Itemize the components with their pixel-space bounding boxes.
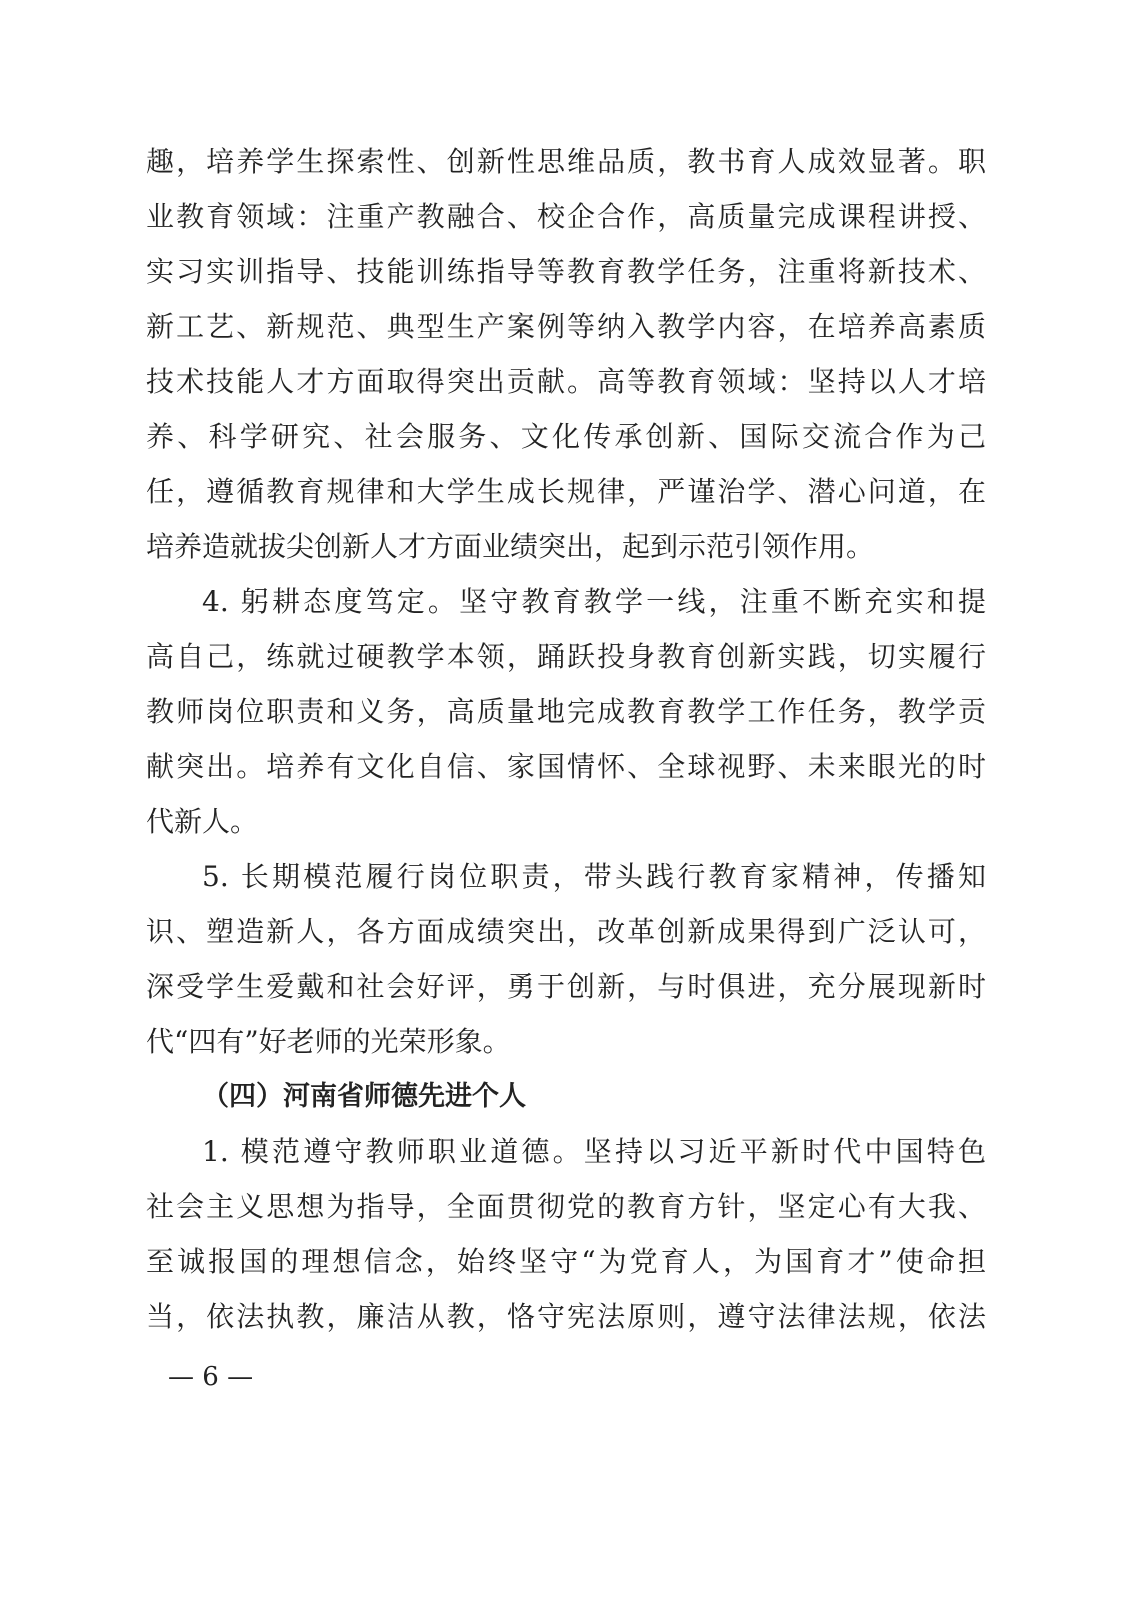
text-line: 当，依法执教，廉洁从教，恪守宪法原则，遵守法律法规，依法	[146, 1300, 986, 1333]
text-line: 深受学生爱戴和社会好评，勇于创新，与时俱进，充分展现新时	[146, 970, 986, 1003]
text-line: 实习实训指导、技能训练指导等教育教学任务，注重将新技术、	[146, 255, 986, 288]
text-line: 高自己，练就过硬教学本领，踊跃投身教育创新实践，切实履行	[146, 640, 986, 673]
body-text	[146, 134, 986, 1344]
text-line: 代新人。	[146, 805, 259, 838]
item-4-start: 4. 躬耕态度笃定。坚守教育教学一线，注重不断充实和提	[202, 585, 986, 618]
section-heading: （四）河南省师德先进个人	[202, 1081, 526, 1112]
text-line: 业教育领域：注重产教融合、校企合作，高质量完成课程讲授、	[146, 200, 986, 233]
page-number: — 6 —	[168, 1362, 254, 1392]
text-line: 教师岗位职责和义务，高质量地完成教育教学工作任务，教学贡	[146, 695, 986, 728]
text-line: 任，遵循教育规律和大学生成长规律，严谨治学、潜心问道，在	[146, 475, 986, 508]
text-line: 养、科学研究、社会服务、文化传承创新、国际交流合作为己	[146, 420, 986, 453]
item-1-start: 1. 模范遵守教师职业道德。坚持以习近平新时代中国特色	[202, 1135, 986, 1168]
text-line: 识、塑造新人，各方面成绩突出，改革创新成果得到广泛认可，	[146, 915, 986, 948]
text-line: 趣，培养学生探索性、创新性思维品质，教书育人成效显著。职	[146, 145, 986, 178]
text-line: 新工艺、新规范、典型生产案例等纳入教学内容，在培养高素质	[146, 310, 986, 343]
text-line: 献突出。培养有文化自信、家国情怀、全球视野、未来眼光的时	[146, 750, 986, 783]
item-5-start: 5. 长期模范履行岗位职责，带头践行教育家精神，传播知	[202, 860, 986, 893]
text-line: 代“四有”好老师的光荣形象。	[146, 1025, 511, 1058]
text-line: 技术技能人才方面取得突出贡献。高等教育领域：坚持以人才培	[146, 365, 986, 398]
text-line: 培养造就拔尖创新人才方面业绩突出，起到示范引领作用。	[146, 530, 875, 563]
text-line: 至诚报国的理想信念，始终坚守“为党育人，为国育才”使命担	[146, 1245, 986, 1278]
text-line: 社会主义思想为指导，全面贯彻党的教育方针，坚定心有大我、	[146, 1190, 986, 1223]
